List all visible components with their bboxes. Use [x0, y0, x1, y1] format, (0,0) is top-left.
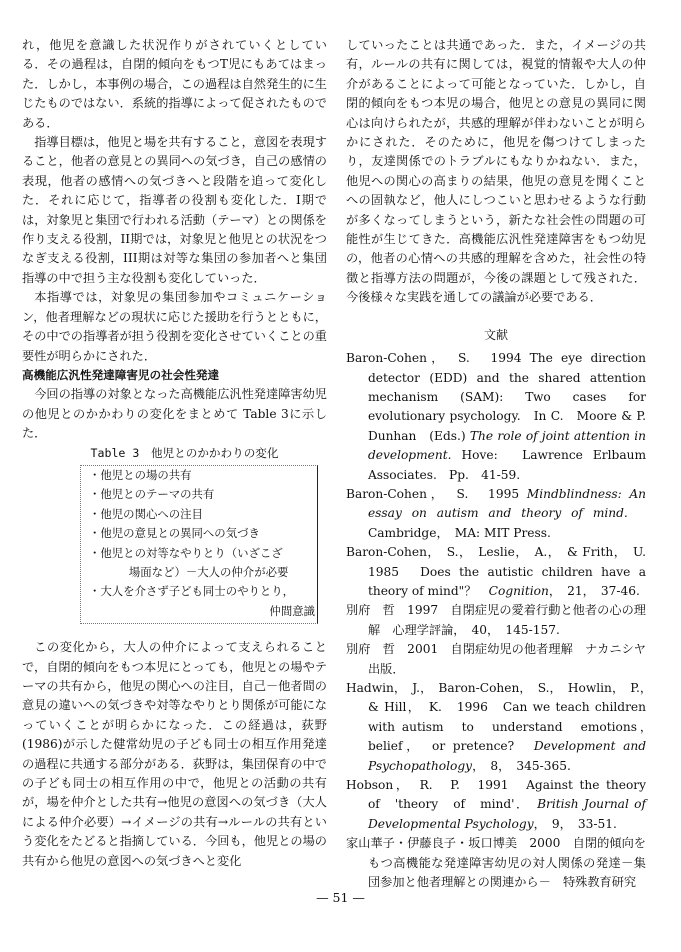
table-item-text: ・他児との対等なやりとり（いざこざ [89, 545, 283, 560]
reference-text: 別府 哲 1997 自閉症児の愛着行動と他者の心の理解 心理学評論， 40， 145-157. [346, 603, 646, 637]
reference-text: Hove: Lawrence Erlbaum Associates. Pp. 41-59. [367, 448, 659, 482]
reference-entry [346, 640, 646, 679]
body-paragraph: この変化から，大人の仲介によって支えられることで，自閉的傾向をもつ本児にとっても，他児との場やテーマの共有から，他児の関心への注目，自己－他者間の意見の違いへの気づきや対等なやりとり関係が可能になっていくことが明らかになった．この経過は，荻野(1986)が示した健常幼児の子ども同士の相互作用発達の過程に共通する部分がある．荻野は，集団保育の中での子ども同士の相互作用の中で，他児との活動の共有が，場を仲介とした共有→他児の意図への気づき（大人による仲介必要）→イメージの共有→ルールの共有という変化をたどると指摘している．今回も，他児との場の共有から他児の意図への気づきへと変化 [22, 640, 327, 868]
table-item-text: ・他児の意見との異同への気づき [89, 526, 260, 541]
body-paragraph: 本指導では，対象児の集団参加やコミュニケーション，他者理解などの現状に応じた援助を行うとともに，その中での指導者が担う役割を変化させていくことの重要性が明らかにされた． [22, 290, 327, 363]
table-item [89, 582, 315, 621]
reference-text: 別府 哲 2001 自閉症幼児の他者理解 ナカニシヤ出版． [346, 642, 646, 676]
reference-text: ， 21， 37-46. [548, 583, 640, 598]
reference-title: British Journal of Developmental Psychology [367, 797, 646, 831]
table-item-text: ・他児とのテーマの共有 [89, 487, 215, 502]
table-item-continuation: 仲間意識 [269, 603, 315, 618]
reference-text: Baron-Cohen， S. 1994 The eye direction detector (EDD) and the shared attention mechanism (SAM): Two cases for evolutionary psychology. In C. Moore & P. Dunhan (Eds.) [346, 351, 659, 443]
reference-title: The role of joint attention in development. [367, 428, 647, 463]
table-item [89, 485, 315, 504]
table-item [89, 505, 315, 524]
reference-text: ， 9， 33-51. [533, 816, 617, 831]
table-item [89, 524, 315, 543]
table-item-text: ・他児との場の共有 [89, 467, 192, 482]
left-column [22, 36, 327, 871]
reference-text: Baron-Cohen， S.， Leslie， A.， & Frith， U. 1985 Does the autistic children have a theory of mind"？ [346, 545, 659, 598]
reference-text: 家山華子・伊藤良子・坂口博美 2000 自閉的傾向をもつ高機能な発達障害幼児の対人関係の発達－集団参加と他者理解との関連から－ 特殊教育研究 [346, 836, 646, 890]
page-number: — 51 — [316, 890, 365, 905]
reference-title: Development and Psychopathology [367, 739, 646, 773]
reference-entry [346, 485, 646, 543]
body-paragraph: 指導目標は，他児と場を共有すること，意図を表現すること，他者の意見との異同への気づき，自己の感情の表現，他者の感情への気づきへと段階を追って変化した．それに応じて，指導者の役割も変化した．I期では，対象児と集団で行われる活動（テーマ）との関係を作り支える役割，II期では，対象児と他児との状況をつなぎ支える役割，III期は対等な集団の参加者へと集団指導の中で担う主な役割も変化していった． [22, 135, 327, 285]
body-paragraph: 今回の指導の対象となった高機能広汎性発達障害幼児の他児とのかかわりの変化をまとめて Table 3に示した． [22, 387, 327, 441]
reference-title: Mindblindness: An essay on autism and theory of mind. [367, 486, 646, 521]
reference-text: Hobson， R. P. 1991 Against the theory of 'theory of mind'． [346, 778, 646, 812]
reference-text: ， 8， 345-365. [472, 758, 571, 773]
right-column [346, 36, 659, 892]
table-caption: Table 3 他児とのかかわりの変化 [90, 445, 279, 460]
reference-entry [346, 776, 646, 834]
table-item [89, 466, 315, 485]
reference-text: Hadwin， J.， Baron-Cohen， S.， Howlin， P.， & Hill， K. 1996 Can we teach children with autism to understand emotions， belief， or pretence? [346, 681, 659, 754]
reference-entry [346, 679, 659, 776]
section-subheading: 高機能広汎性発達障害児の社会性発達 [22, 367, 220, 382]
table-item-text: ・他児の関心への注目 [89, 506, 203, 521]
reference-text: Baron-Cohen， S. 1995 [346, 486, 527, 501]
reference-entry [346, 834, 646, 892]
references-heading: 文献 [483, 327, 508, 342]
reference-entry [346, 601, 646, 640]
body-paragraph: れ，他児を意識した状況作りがされていくとしている．その過程は，自閉的傾向をもつT児にもあてはまった．しかし，本事例の場合，この過程は自然発生的に生じたものではない．系統的指導によって促されたものである． [22, 38, 327, 130]
reference-entry [346, 349, 659, 485]
reference-title: Cognition [488, 583, 549, 598]
table-item [89, 544, 315, 583]
table-item-text: ・大人を介さず子ども同士のやりとり， [89, 584, 295, 599]
table-item-continuation: 場面など）－大人の仲介が必要 [128, 564, 289, 579]
reference-entry [346, 543, 659, 601]
reference-text: Cambridge， MA: MIT Press. [367, 506, 647, 540]
table-3-box [80, 465, 318, 624]
body-paragraph: していったことは共通であった．また，イメージの共有，ルールの共有に関しては，視覚的情報や大人の仲介があることによって可能となっていた．しかし，自閉的傾向をもつ本児の場合，他児との意見の異同に関心は向けられたが，共感的理解が伴わないことが明らかにされた．そのために，他児を傷つけてしまったり，友達関係でのトラブルにもなりかねない．また，他児への関心の高まりの結果，他児の意見を聞くことへの固執など，他人にしつこいと思わせるような行動が多くなってしまうという，新たな社会性の問題の可能性が生じてきた．高機能広汎性発達障害をもつ幼児の，他者の心情への共感的理解を含めた，社会性の特徴と指導方法の問題が，今後の課題として残された．今後様々な実践を通しての議論が必要である． [346, 38, 646, 305]
